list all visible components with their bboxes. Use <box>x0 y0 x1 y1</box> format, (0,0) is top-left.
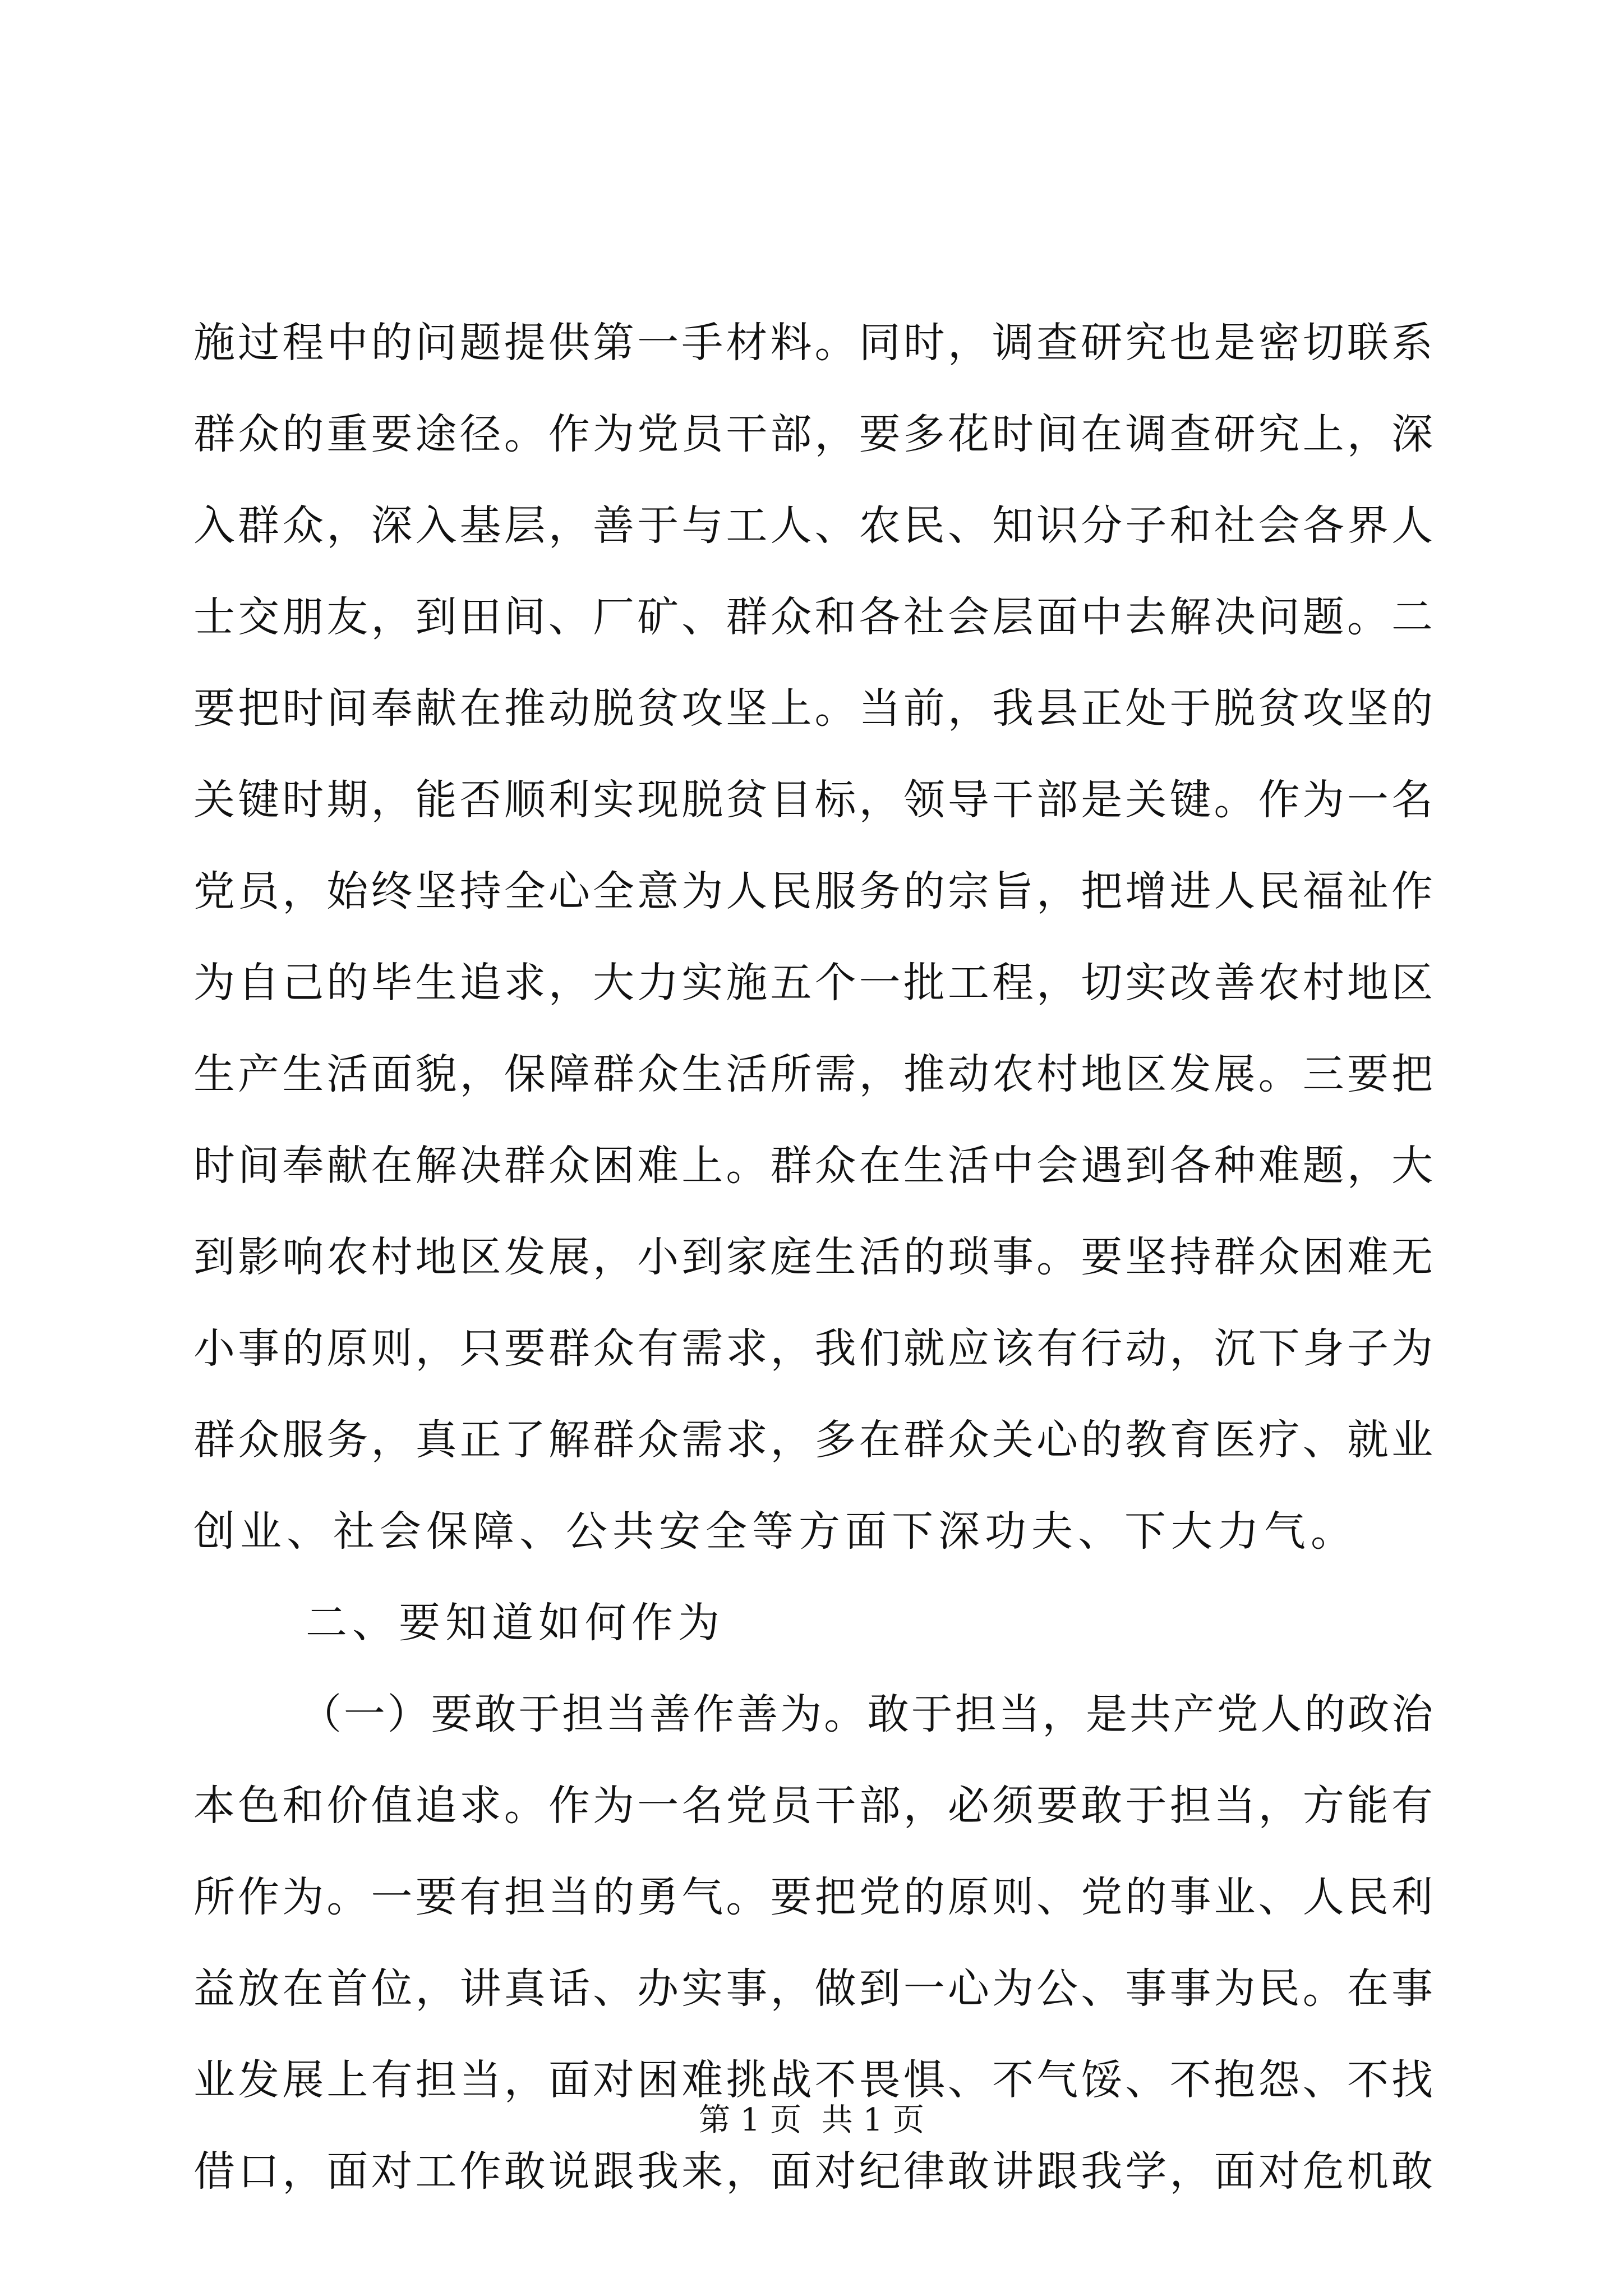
section-heading: 二、要知道如何作为 <box>306 1599 725 1647</box>
text-line: 时间奉献在解决群众困难上。群众在生活中会遇到各种难题，大 <box>193 1142 1433 1190</box>
text-line: 入群众，深入基层，善于与工人、农民、知识分子和社会各界人 <box>193 501 1433 550</box>
text-line: 群众服务，真正了解群众需求，多在群众关心的教育医疗、就业 <box>193 1416 1433 1464</box>
text-line: 到影响农村地区发展，小到家庭生活的琐事。要坚持群众困难无 <box>193 1233 1433 1281</box>
text-line: 生产生活面貌，保障群众生活所需，推动农村地区发展。三要把 <box>193 1050 1433 1098</box>
text-line: 党员，始终坚持全心全意为人民服务的宗旨，把增进人民福祉作 <box>193 867 1433 915</box>
text-line: 本色和价值追求。作为一名党员干部，必须要敢于担当，方能有 <box>193 1782 1433 1830</box>
text-line: 群众的重要途径。作为党员干部，要多花时间在调查研究上，深 <box>193 410 1433 458</box>
text-line: 关键时期，能否顺利实现脱贫目标，领导干部是关键。作为一名 <box>193 776 1433 824</box>
page-number-footer: 第 1 页 共 1 页 <box>698 2102 925 2138</box>
text-line: 益放在首位，讲真话、办实事，做到一心为公、事事为民。在事 <box>193 1964 1433 2013</box>
text-line: 业发展上有担当，面对困难挑战不畏惧、不气馁、不抱怨、不找 <box>193 2056 1433 2104</box>
text-line: 小事的原则，只要群众有需求，我们就应该有行动，沉下身子为 <box>193 1324 1433 1373</box>
paragraph-last-line: 创业、社会保障、公共安全等方面下深功夫、下大力气。 <box>193 1507 1357 1556</box>
text-line: 士交朋友，到田间、厂矿、群众和各社会层面中去解决问题。二 <box>193 593 1433 641</box>
text-line: 所作为。一要有担当的勇气。要把党的原则、党的事业、人民利 <box>193 1873 1433 1921</box>
text-line: 施过程中的问题提供第一手材料。同时，调查研究也是密切联系 <box>193 319 1433 367</box>
text-line: 为自己的毕生追求，大力实施五个一批工程，切实改善农村地区 <box>193 959 1433 1007</box>
text-line: 要把时间奉献在推动脱贫攻坚上。当前，我县正处于脱贫攻坚的 <box>193 684 1433 733</box>
document-body <box>193 297 1433 2217</box>
paragraph-first-line: （一）要敢于担当善作善为。敢于担当，是共产党人的政治 <box>300 1690 1433 1738</box>
text-line: 借口，面对工作敢说跟我来，面对纪律敢讲跟我学，面对危机敢 <box>193 2147 1433 2196</box>
